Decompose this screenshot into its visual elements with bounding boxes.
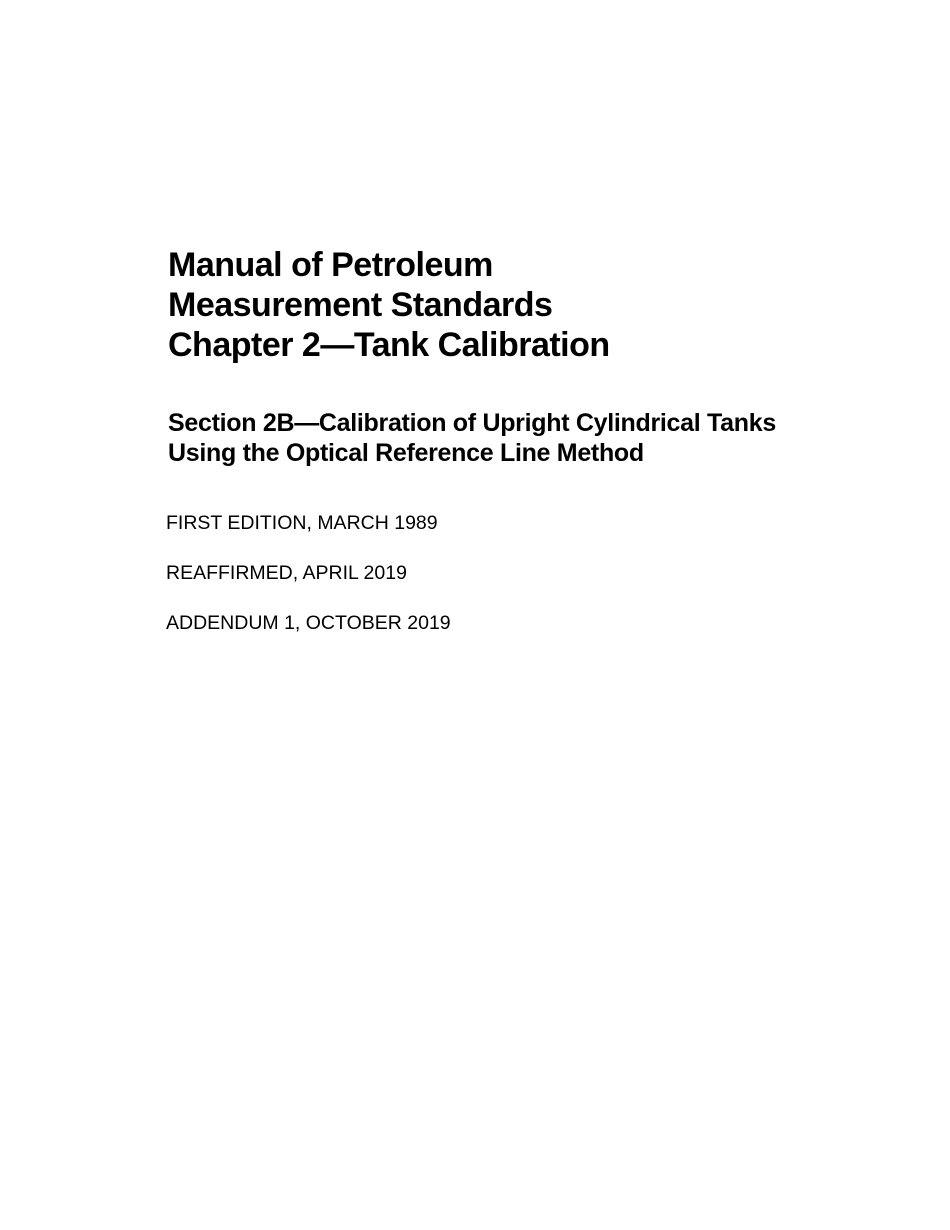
document-title bbox=[168, 245, 888, 365]
title-line-manual: Manual of Petroleum bbox=[168, 246, 493, 284]
subtitle-line-section: Section 2B—Calibration of Upright Cylindrical Tanks bbox=[168, 409, 776, 437]
subtitle-line-method: Using the Optical Reference Line Method bbox=[168, 439, 644, 467]
section-subtitle bbox=[168, 408, 888, 468]
edition-addendum: ADDENDUM 1, OCTOBER 2019 bbox=[166, 612, 451, 634]
edition-first: FIRST EDITION, MARCH 1989 bbox=[166, 512, 438, 534]
title-line-chapter: Chapter 2—Tank Calibration bbox=[168, 326, 610, 364]
title-line-standards: Measurement Standards bbox=[168, 286, 553, 324]
edition-reaffirmed: REAFFIRMED, APRIL 2019 bbox=[166, 562, 407, 584]
